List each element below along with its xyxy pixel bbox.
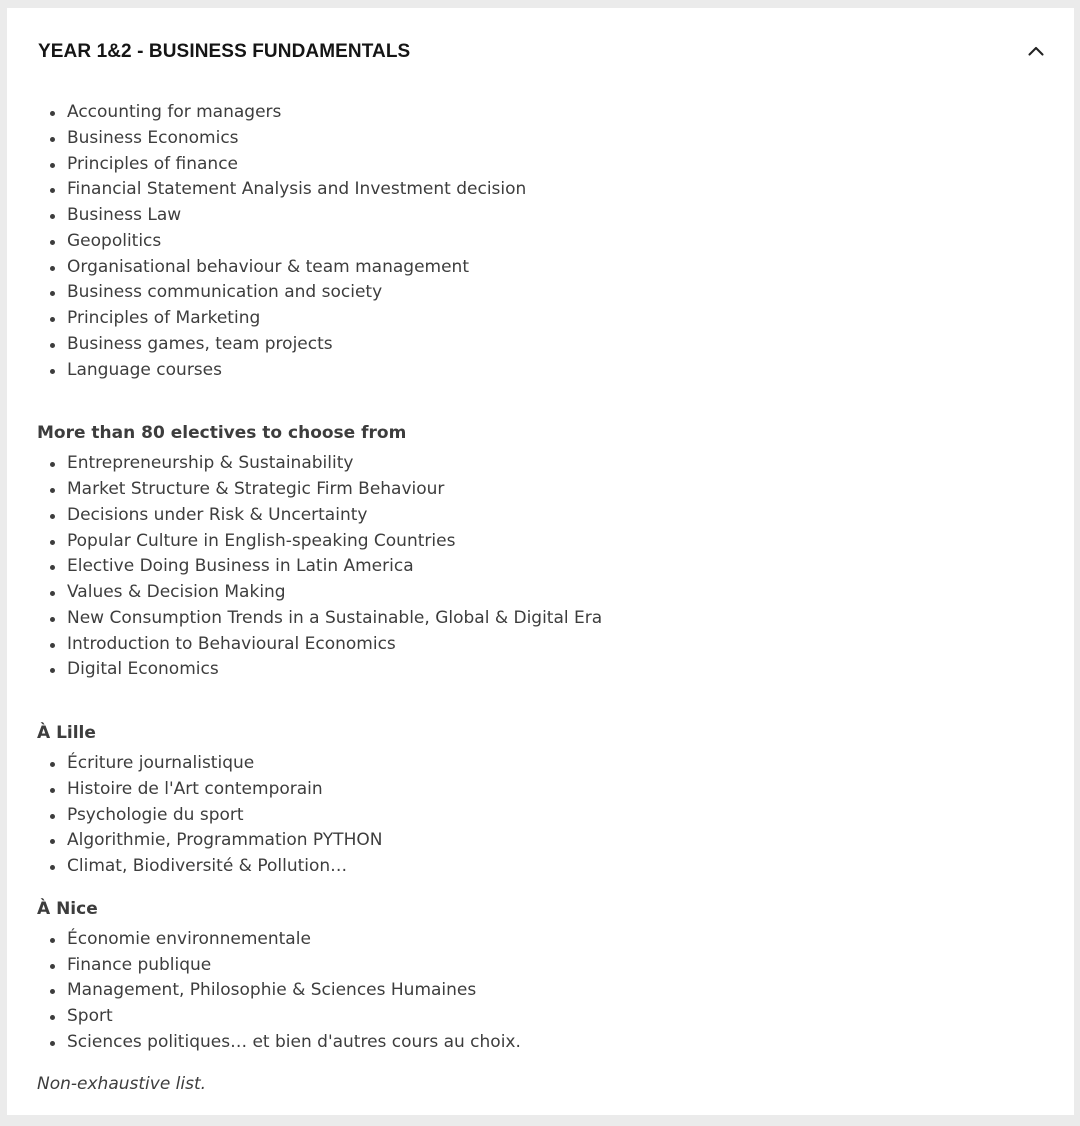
list-item: Business Law (37, 203, 1047, 229)
list-item: Organisational behaviour & team management (37, 255, 1047, 281)
list-item: Sport (37, 1004, 1047, 1030)
list-item: Management, Philosophie & Sciences Humaines (37, 978, 1047, 1004)
list-item: Values & Decision Making (37, 580, 1047, 606)
list-item: Introduction to Behavioural Economics (37, 632, 1047, 658)
electives-heading: More than 80 electives to choose from (37, 423, 407, 444)
list-item: Business games, team projects (37, 332, 1047, 358)
nice-course-list (37, 927, 1047, 1056)
list-item: Language courses (37, 358, 1047, 384)
list-item: Principles of Marketing (37, 306, 1047, 332)
chevron-up-icon[interactable] (1025, 40, 1047, 62)
list-item: Psychologie du sport (37, 803, 1047, 829)
list-item: Algorithmie, Programmation PYTHON (37, 828, 1047, 854)
accordion-card (7, 8, 1074, 1115)
accordion-header[interactable] (7, 8, 1074, 94)
lille-heading: À Lille (37, 723, 96, 743)
list-item: Popular Culture in English-speaking Countries (37, 529, 1047, 555)
list-item: Business communication and society (37, 280, 1047, 306)
lille-course-list (37, 751, 1047, 880)
list-item: Decisions under Risk & Uncertainty (37, 503, 1047, 529)
accordion-content (37, 94, 1047, 1097)
list-item: Finance publique (37, 953, 1047, 979)
non-exhaustive-note: Non-exhaustive list. (37, 1073, 207, 1094)
list-item: Climat, Biodiversité & Pollution… (37, 854, 1047, 880)
list-item: Digital Economics (37, 657, 1047, 683)
list-item: New Consumption Trends in a Sustainable, Global & Digital Era (37, 606, 1047, 632)
list-item: Geopolitics (37, 229, 1047, 255)
list-item: Accounting for managers (37, 100, 1047, 126)
list-item: Market Structure & Strategic Firm Behaviour (37, 477, 1047, 503)
electives-list (37, 451, 1047, 683)
list-item: Écriture journalistique (37, 751, 1047, 777)
list-item: Business Economics (37, 126, 1047, 152)
list-item: Financial Statement Analysis and Investment decision (37, 177, 1047, 203)
nice-heading: À Nice (37, 898, 98, 919)
list-item: Histoire de l'Art contemporain (37, 777, 1047, 803)
list-item: Elective Doing Business in Latin America (37, 554, 1047, 580)
accordion-title: YEAR 1&2 - BUSINESS FUNDAMENTALS (38, 41, 411, 62)
list-item: Sciences politiques… et bien d'autres cours au choix. (37, 1030, 1047, 1056)
core-course-list (37, 94, 1047, 383)
list-item: Principles of finance (37, 152, 1047, 178)
list-item: Entrepreneurship & Sustainability (37, 451, 1047, 477)
list-item: Économie environnementale (37, 927, 1047, 953)
